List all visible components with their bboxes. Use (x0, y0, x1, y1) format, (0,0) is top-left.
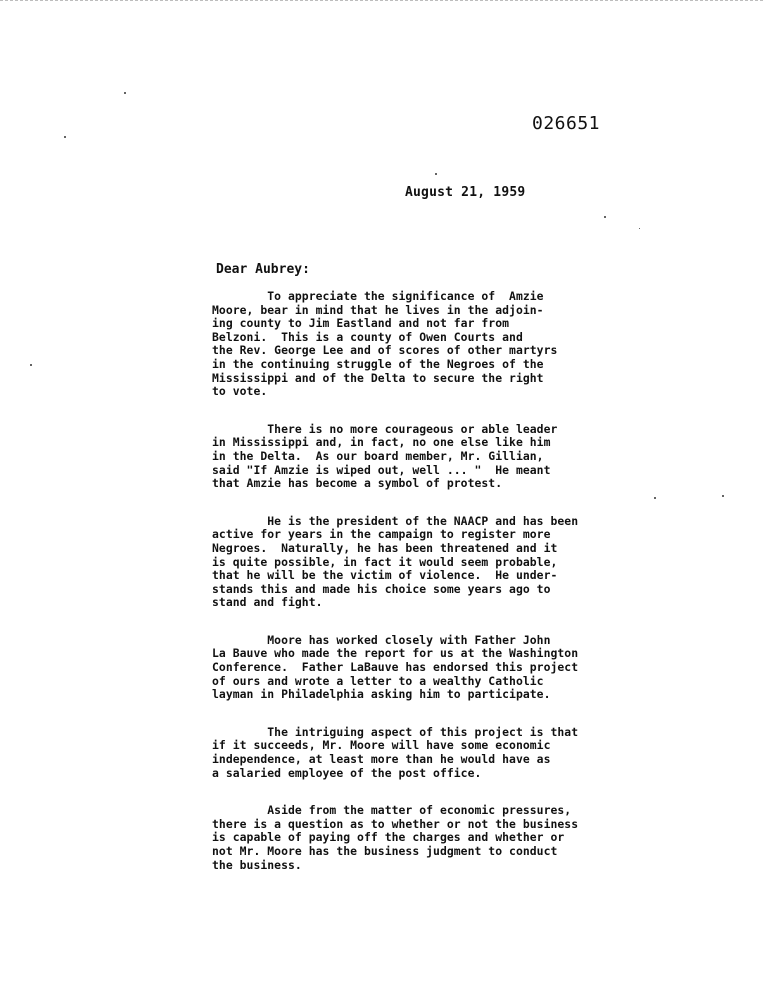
letter-body (212, 290, 642, 896)
paragraph: Moore has worked closely with Father John La Bauve who made the report for us at the Washington Conference. Father LaBauve has endorsed this project of ours and wrote a letter to a wealthy Catholic layman in Philadelphia asking him to participate. (212, 632, 579, 702)
document-number: 026651 (532, 113, 601, 134)
scan-speck (604, 216, 606, 218)
top-dashed-border (0, 0, 763, 1)
paragraph: There is no more courageous or able leader in Mississippi and, in fact, no one else like him in the Delta. As our board member, Mr. Gillian, said "If Amzie is wiped out, well ... " He meant that Amzie has become a symbol of protest. (212, 421, 558, 491)
scan-speck (435, 173, 437, 175)
scan-speck (124, 92, 126, 94)
scan-speck (722, 495, 724, 497)
paragraph: He is the president of the NAACP and has been active for years in the campaign to register more Negroes. Naturally, he has been threatened and it is quite possible, in fact it would seem probable, that he will be the victim of violence. He under- stands this and made his choice some years ago to stand and fight. (212, 513, 579, 610)
scan-speck (64, 136, 66, 138)
scan-speck (639, 228, 640, 229)
paragraph: To appreciate the significance of Amzie Moore, bear in mind that he lives in the adjoin- ing county to Jim Eastland and not far from Belzoni. This is a county of Owen Courts and the Rev. George Lee and of scores of other martyrs in the continuing struggle of the Negroes of the Mississippi and of the Delta to secure the right to vote. (212, 289, 558, 399)
salutation: Dear Aubrey: (216, 262, 310, 277)
scan-speck (30, 364, 32, 366)
paragraph: The intriguing aspect of this project is that if it succeeds, Mr. Moore will have some economic independence, at least more than he would have as a salaried employee of the post office. (212, 724, 579, 780)
scan-speck (654, 497, 656, 499)
paragraph: Aside from the matter of economic pressures, there is a question as to whether or not the business is capable of paying off the charges and whether or not Mr. Moore has the business judgment to conduct the business. (212, 803, 579, 872)
letter-date: August 21, 1959 (405, 185, 526, 200)
